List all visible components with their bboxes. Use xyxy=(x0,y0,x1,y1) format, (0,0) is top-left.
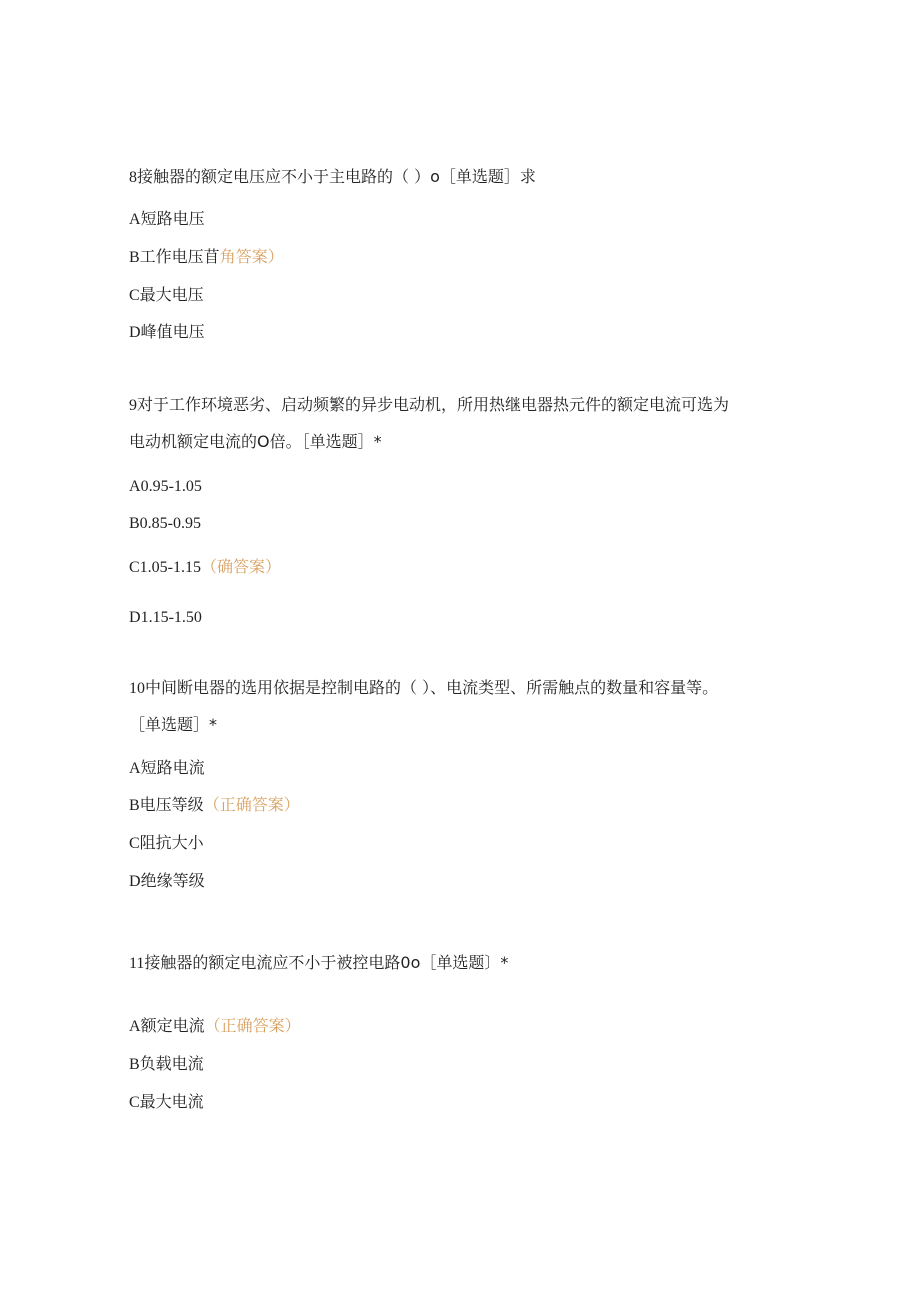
question-9-option-a[interactable] xyxy=(129,476,202,497)
option-letter: D xyxy=(129,609,141,626)
option-text: 工作电压苜 xyxy=(139,247,220,266)
question-8-option-a[interactable] xyxy=(129,209,205,230)
question-number: 10 xyxy=(129,680,145,697)
question-8-option-b[interactable] xyxy=(129,247,284,268)
question-number: 8 xyxy=(129,169,137,186)
question-10-option-d[interactable] xyxy=(129,871,205,892)
option-text: 0.95-1.05 xyxy=(140,478,202,495)
question-8-option-d[interactable] xyxy=(129,322,205,343)
question-stem-text: 接触器的额定电流应不小于被控电路0o［单选题〕* xyxy=(144,953,509,972)
question-9-option-d[interactable] xyxy=(129,607,202,628)
option-letter: D xyxy=(129,873,141,890)
question-11-stem xyxy=(129,953,508,974)
option-letter: B xyxy=(129,797,140,814)
correct-answer-mark: （正确答案） xyxy=(204,1016,301,1035)
option-letter: B xyxy=(129,1056,140,1073)
option-text: 阻抗大小 xyxy=(139,833,204,852)
option-text: 最大电流 xyxy=(139,1092,204,1111)
option-text: 1.05-1.15 xyxy=(139,559,201,576)
option-text: 短路电流 xyxy=(140,758,205,777)
option-letter: C xyxy=(129,559,140,576)
option-text: 峰值电压 xyxy=(140,322,205,341)
option-letter: B xyxy=(129,515,140,532)
option-text: 额定电流 xyxy=(140,1016,205,1035)
correct-answer-mark: 角答案） xyxy=(219,247,284,266)
question-9-option-c[interactable] xyxy=(129,557,281,578)
question-9-option-b[interactable] xyxy=(129,513,201,534)
question-number: 9 xyxy=(129,397,137,414)
option-letter: A xyxy=(129,211,141,228)
question-8-option-c[interactable] xyxy=(129,285,204,306)
option-letter: C xyxy=(129,1094,140,1111)
option-text: 绝缘等级 xyxy=(140,871,205,890)
question-number: 11 xyxy=(129,955,145,972)
correct-answer-mark: （正确答案） xyxy=(203,795,300,814)
option-text: 电压等级 xyxy=(139,795,204,814)
question-stem-text: ［单选题］* xyxy=(129,715,218,734)
option-text: 负载电流 xyxy=(139,1054,204,1073)
question-stem-text: 中间断电器的选用依据是控制电路的（ ）、电流类型、所需触点的数量和容量等。 xyxy=(145,678,719,697)
question-8-stem xyxy=(129,167,536,188)
question-10-stem xyxy=(129,678,718,699)
question-stem-text: 接触器的额定电压应不小于主电路的（ ）o［单选题］求 xyxy=(137,167,536,186)
question-11-option-c[interactable] xyxy=(129,1092,204,1113)
question-11-option-b[interactable] xyxy=(129,1054,204,1075)
correct-answer-mark: （确答案） xyxy=(201,557,282,576)
question-10-option-a[interactable] xyxy=(129,758,205,779)
question-9-stem-continued xyxy=(129,432,382,452)
question-stem-text: 对于工作环境恶劣、启动频繁的异步电动机，所用热继电器热元件的额定电流可选为 xyxy=(137,395,730,414)
option-letter: A xyxy=(129,478,141,495)
option-letter: D xyxy=(129,324,141,341)
option-text: 最大电压 xyxy=(139,285,204,304)
option-letter: A xyxy=(129,760,141,777)
question-11-option-a[interactable] xyxy=(129,1016,301,1037)
question-10-stem-continued xyxy=(129,715,217,735)
option-text: 1.15-1.50 xyxy=(140,609,202,626)
option-letter: C xyxy=(129,835,140,852)
question-9-stem xyxy=(129,395,729,416)
question-stem-text: 电动机额定电流的O倍。［单选题］* xyxy=(129,432,382,451)
option-letter: A xyxy=(129,1018,141,1035)
question-10-option-b[interactable] xyxy=(129,795,300,816)
option-letter: B xyxy=(129,249,140,266)
question-10-option-c[interactable] xyxy=(129,833,204,854)
option-text: 短路电压 xyxy=(140,209,205,228)
option-text: 0.85-0.95 xyxy=(139,515,201,532)
option-letter: C xyxy=(129,287,140,304)
